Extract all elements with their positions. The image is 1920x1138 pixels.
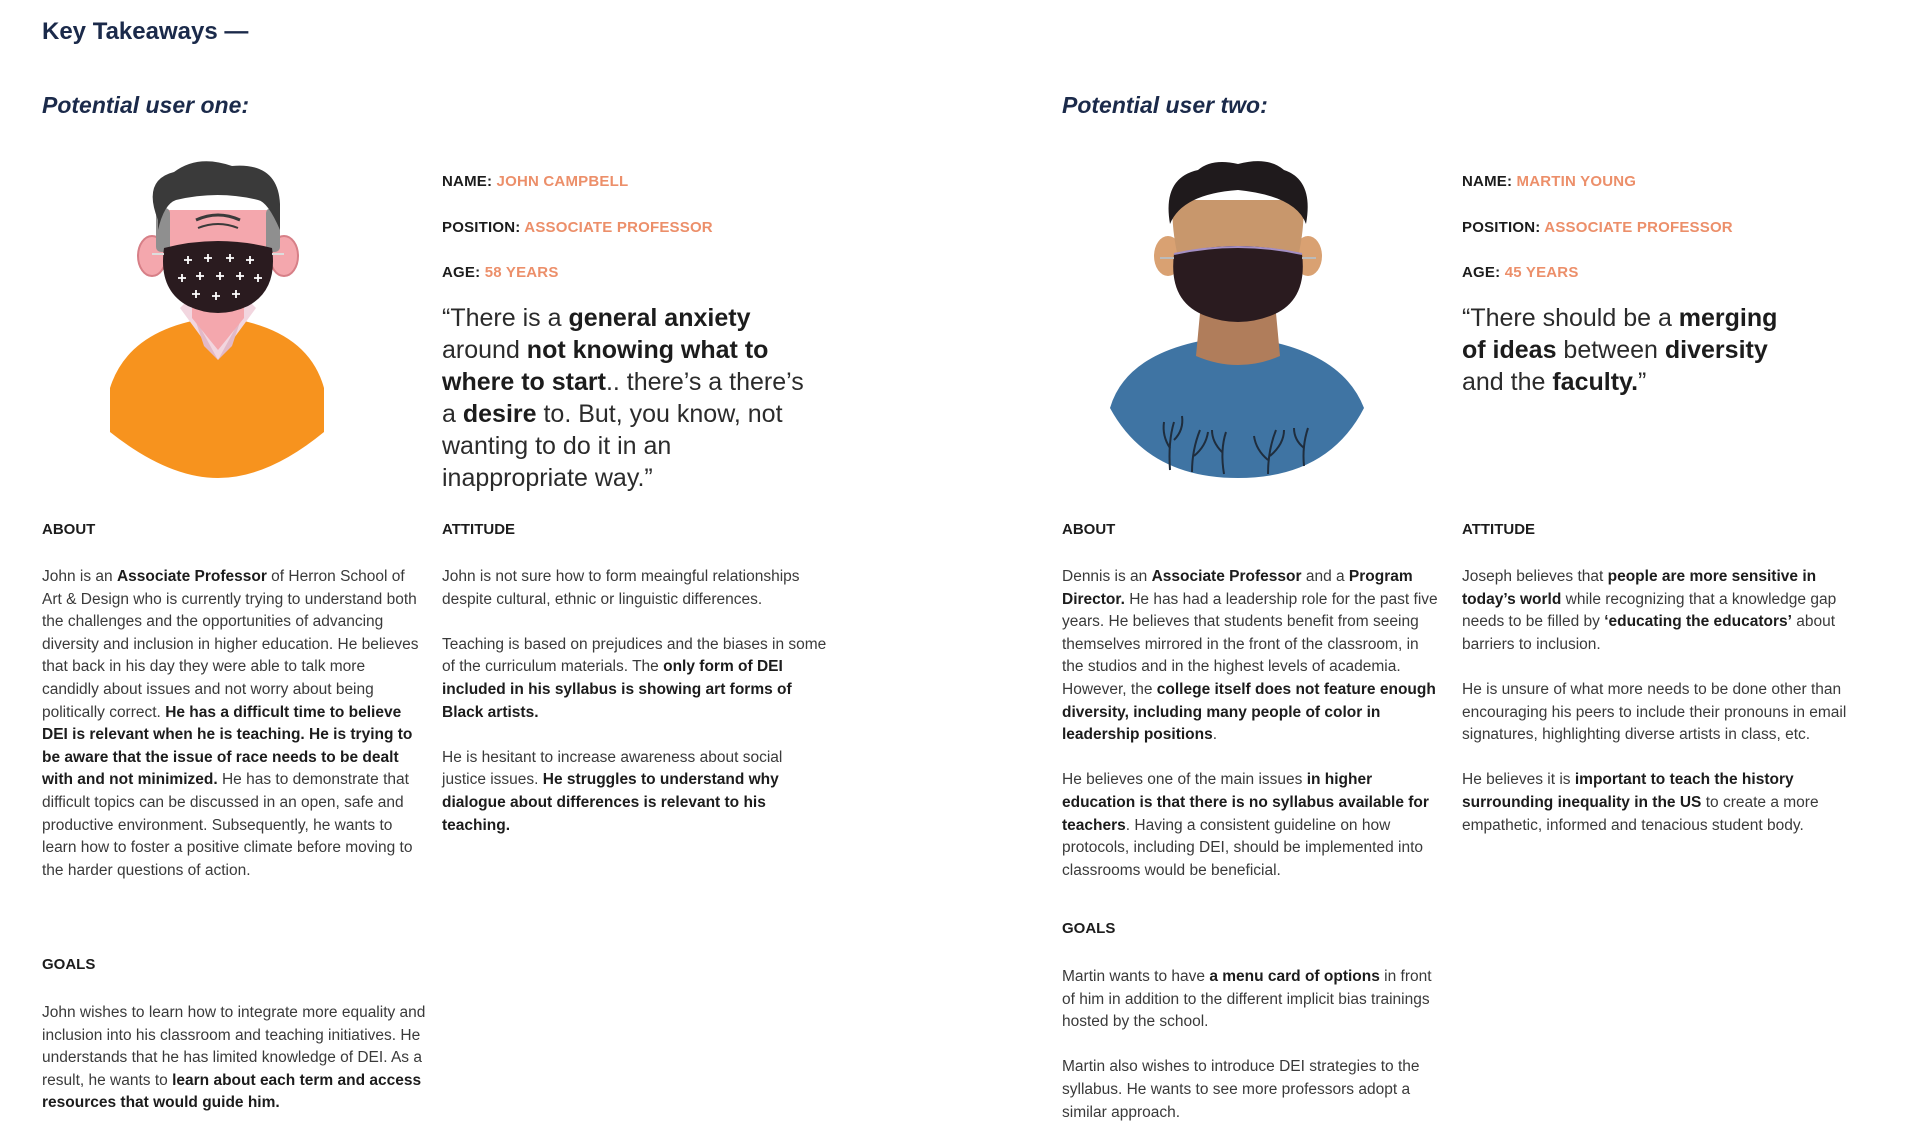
paragraph: John is not sure how to form meaingful relationships despite cultural, ethnic or linguistic differences. [442, 568, 800, 608]
emphasis-text: Associate Professor [116, 568, 267, 585]
paragraph: Dennis is an Associate Professor and a Program Director. He has had a leadership role for the past five years. He believes that students benefit from seeing themselves mirrored in the front of the classroom, in the studios and in the highest levels of academia. However, the college itself does not feature enough diversity, including many people of color in leadership positions. [1062, 568, 1438, 744]
user-one-age-field [442, 264, 559, 281]
user-one-position-field [442, 219, 713, 236]
paragraph: John is an Associate Professor of Herron School of Art & Design who is currently trying to understand both the challenges and the opportunities of advancing diversity and inclusion in higher education. He believes that back in his day they were able to talk more candidly about issues and not worry about being politically correct. He has a difficult time to believe DEI is relevant when he is teaching. He is trying to be aware that the issue of race needs to be dealt with and not minimized. He has to demonstrate that difficult topics can be discussed in an open, safe and productive environment. Subsequently, he wants to learn how to foster a positive climate before moving to the harder questions of action. [42, 568, 419, 879]
user-one-age-value: 58 YEARS [484, 264, 559, 281]
user-one-about-text [42, 566, 422, 882]
emphasis-text: people are more sensitive in today’s world [1462, 568, 1817, 608]
user-two-goals-text [1062, 966, 1442, 1124]
emphasis-text: He struggles to understand why dialogue about differences is relevant to his teaching. [442, 771, 779, 834]
paragraph: He is unsure of what more needs to be done other than encouraging his peers to include their pronouns in email signatures, highlighting diverse artists in class, etc. [1462, 680, 1847, 744]
user-two-attitude-text [1462, 566, 1862, 837]
user-one-avatar-icon [108, 160, 328, 480]
user-two-heading: Potential user two: [1062, 92, 1268, 118]
emphasis-text: in higher education is that there is no syllabus available for teachers [1062, 771, 1429, 834]
emphasis-text: college itself does not feature enough diversity, including many people of color in leadership positions [1062, 680, 1436, 744]
user-two-avatar-icon [1108, 160, 1368, 480]
position-label: POSITION: [442, 219, 521, 236]
paragraph: He believes one of the main issues in higher education is that there is no syllabus available for teachers. Having a consistent guideline on how protocols, including DEI, should be implemented into classrooms would be beneficial. [1062, 771, 1429, 879]
user-two-age-field [1462, 264, 1579, 281]
user-one-attitude-heading: ATTITUDE [442, 521, 516, 538]
name-label: NAME: [442, 173, 493, 190]
user-two-position-field [1462, 219, 1733, 236]
emphasis-text: Program Director. [1062, 568, 1413, 608]
paragraph: He is hesitant to increase awareness about social justice issues. He struggles to understand why dialogue about differences is relevant to his teaching. [442, 748, 783, 834]
user-two-goals-heading: GOALS [1062, 920, 1116, 937]
name-label: NAME: [1462, 173, 1513, 190]
user-one-attitude-text [442, 566, 827, 837]
user-one-quote: “There is a general anxiety around not knowing what to where to start.. there’s a there’s a desire to. But, you know, not wanting to do it in an inappropriate way.” [442, 304, 804, 492]
paragraph: Martin wants to have a menu card of options in front of him in addition to the different implicit bias trainings hosted by the school. [1062, 968, 1432, 1031]
user-two-name-field [1462, 173, 1636, 190]
user-two-attitude-heading: ATTITUDE [1462, 521, 1536, 538]
emphasis-text: not knowing what to where to start [442, 336, 769, 396]
emphasis-text: Associate Professor [1151, 568, 1302, 585]
emphasis-text: general anxiety [568, 304, 751, 332]
user-two-quote: “There should be a merging of ideas between diversity and the faculty.” [1462, 304, 1778, 396]
paragraph: Joseph believes that people are more sensitive in today’s world while recognizing that a knowledge gap needs to be filled by ‘educating the educators’ about barriers to inclusion. [1462, 568, 1837, 653]
paragraph: Teaching is based on prejudices and the biases in some of the curriculum materials. The only form of DEI included in his syllabus is showing art forms of Black artists. [442, 635, 827, 721]
user-two-about-text [1062, 566, 1442, 882]
user-two-age-value: 45 YEARS [1504, 264, 1579, 281]
emphasis-text: only form of DEI included in his syllabus is showing art forms of Black artists. [442, 658, 792, 721]
user-two-name-value: MARTIN YOUNG [1516, 173, 1637, 190]
position-label: POSITION: [1462, 219, 1541, 236]
user-one-heading: Potential user one: [42, 92, 250, 118]
user-one-name-value: JOHN CAMPBELL [496, 173, 629, 190]
user-two-position-value: ASSOCIATE PROFESSOR [1544, 219, 1733, 236]
paragraph: Martin also wishes to introduce DEI strategies to the syllabus. He wants to see more professors adopt a similar approach. [1062, 1058, 1420, 1121]
paragraph: He believes it is important to teach the history surrounding inequality in the US to create a more empathetic, informed and tenacious student body. [1462, 771, 1819, 834]
emphasis-text: a menu card of options [1209, 968, 1380, 985]
paragraph: John wishes to learn how to integrate more equality and inclusion into his classroom and teaching initiatives. He understands that he has limited knowledge of DEI. As a result, he wants to learn about each term and access resources that would guide him. [42, 1004, 426, 1112]
user-two-about-heading: ABOUT [1062, 521, 1116, 538]
age-label: AGE: [1462, 264, 1501, 281]
emphasis-text: desire [462, 400, 537, 428]
age-label: AGE: [442, 264, 481, 281]
emphasis-text: diversity [1664, 336, 1768, 364]
user-one-position-value: ASSOCIATE PROFESSOR [524, 219, 713, 236]
emphasis-text: learn about each term and access resources that would guide him. [42, 1071, 422, 1112]
user-one-name-field [442, 173, 628, 190]
page-title: Key Takeaways — [42, 18, 249, 45]
emphasis-text: important to teach the history surrounding inequality in the US [1462, 771, 1794, 811]
emphasis-text: He has a difficult time to believe DEI is relevant when he is teaching. He is trying to be aware that the issue of race needs to be dealt with and not minimized. [42, 703, 413, 789]
user-one-goals-heading: GOALS [42, 956, 96, 973]
user-one-about-heading: ABOUT [42, 521, 96, 538]
user-one-goals-text [42, 1002, 432, 1115]
emphasis-text: merging of ideas [1462, 304, 1778, 364]
emphasis-text: faculty. [1552, 368, 1639, 396]
emphasis-text: ‘educating the educators’ [1604, 613, 1792, 631]
